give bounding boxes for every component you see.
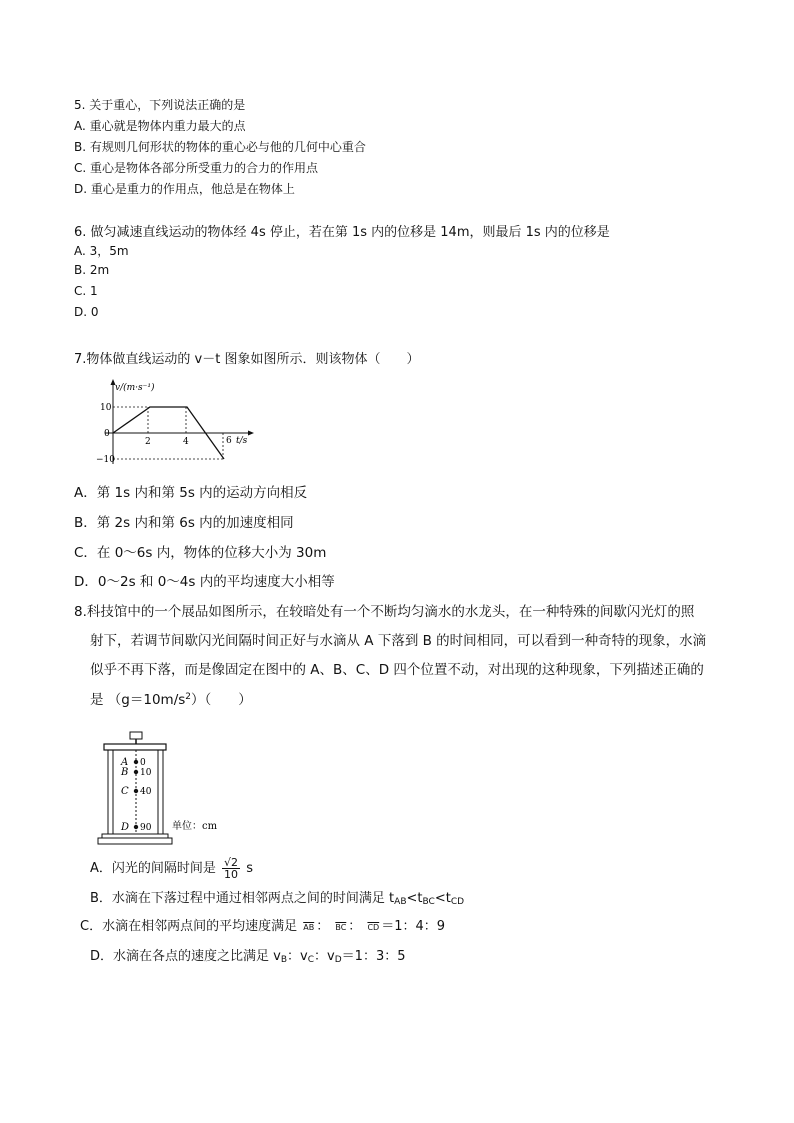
q8-option-d: D．水滴在各点的速度之比满足 $v_B$：$v_C$：$v_D=1$：3：5 [90,949,406,965]
interval-fraction: $\frac{√2}{10}$ [224,856,239,881]
q8-option-b: B．水滴在下落过程中通过相邻两点之间的时间满足 $t_{AB}<t_{BC}<t_{CD}$ [90,891,465,907]
tick-label-2: 2 [145,437,151,447]
q6-stem: 6. 做匀减速直线运动的物体经 4s 停止，若在第 1s 内的位移是 14m，则最后 1s 内的位移是 [74,225,610,240]
tick-label-0: 0 [104,429,110,439]
scale-mark-10: 10 [140,768,152,778]
q7-stem: 7.物体做直线运动的 v－t 图象如图所示．则该物体（ ） [74,352,420,367]
tick-label-6: 6 [226,436,232,446]
tick-label-neg10: −10 [96,455,115,465]
q7-option-a: A．第 1s 内和第 5s 内的运动方向相反 [74,485,308,501]
q7-option-b: B．第 2s 内和第 6s 内的加速度相同 [74,515,294,531]
y-axis-label: v/(m·s⁻¹) [115,383,155,393]
q7-vt-graph [96,376,260,471]
unit-label: 单位：cm [172,821,218,832]
tick-label-10: 10 [100,403,112,413]
scale-mark-90: 90 [140,823,152,833]
x-axis-label: t/s [236,436,248,446]
point-label-c: C [121,786,129,797]
q5-stem: 5. 关于重心，下列说法正确的是 [74,98,246,112]
q6-option-b: B. 2m [74,263,110,277]
q8-stem-line-4: 是 $(g=10m/s^2)$（ ） [90,692,252,708]
tick-label-4: 4 [183,437,189,447]
q6-option-d: D. 0 [74,305,99,319]
scale-mark-40: 40 [140,787,152,797]
q8-stem-line-3: 似乎不再下落，而是像固定在图中的 A、B、C、D 四个位置不动，对出现的这种现象，下列描述正确的 [90,662,704,678]
q8-option-a: A．闪光的间隔时间是 $\frac{√2}{10}$ s [90,856,253,881]
q6-option-c: C. 1 [74,284,98,298]
q8-stem-line-2: 射下，若调节间歇闪光间隔时间正好与水滴从 A 下落到 B 的时间相同，可以看到一种奇特的现象，水滴 [90,633,707,649]
point-label-b: B [121,767,129,778]
point-label-d: D [121,822,130,833]
scale-mark-0: 0 [140,758,146,768]
point-label-a: A [121,757,129,768]
q8-stem-line-1: 8.科技馆中的一个展品如图所示，在较暗处有一个不断均匀滴水的水龙头，在一种特殊的间歇闪光灯的照 [74,604,695,620]
q7-option-d: D．0～2s 和 0～4s 内的平均速度大小相等 [74,574,335,590]
q5-option-b: B. 有规则几何形状的物体的重心必与他的几何中心重合 [74,140,366,154]
q8-apparatus-figure [96,730,216,848]
q8-option-c: C．水滴在相邻两点间的平均速度满足 $\overline{AB}$ ： $\overline{BC}$ ： $\overline{CD} =1$：4：9 [80,919,446,934]
q6-option-a: A. 3，5m [74,244,129,258]
q7-option-c: C．在 0～6s 内，物体的位移大小为 30m [74,545,327,561]
q5-option-d: D. 重心是重力的作用点，他总是在物体上 [74,182,295,196]
q5-option-c: C. 重心是物体各部分所受重力的合力的作用点 [74,161,319,175]
q5-option-a: A. 重心就是物体内重力最大的点 [74,119,246,133]
